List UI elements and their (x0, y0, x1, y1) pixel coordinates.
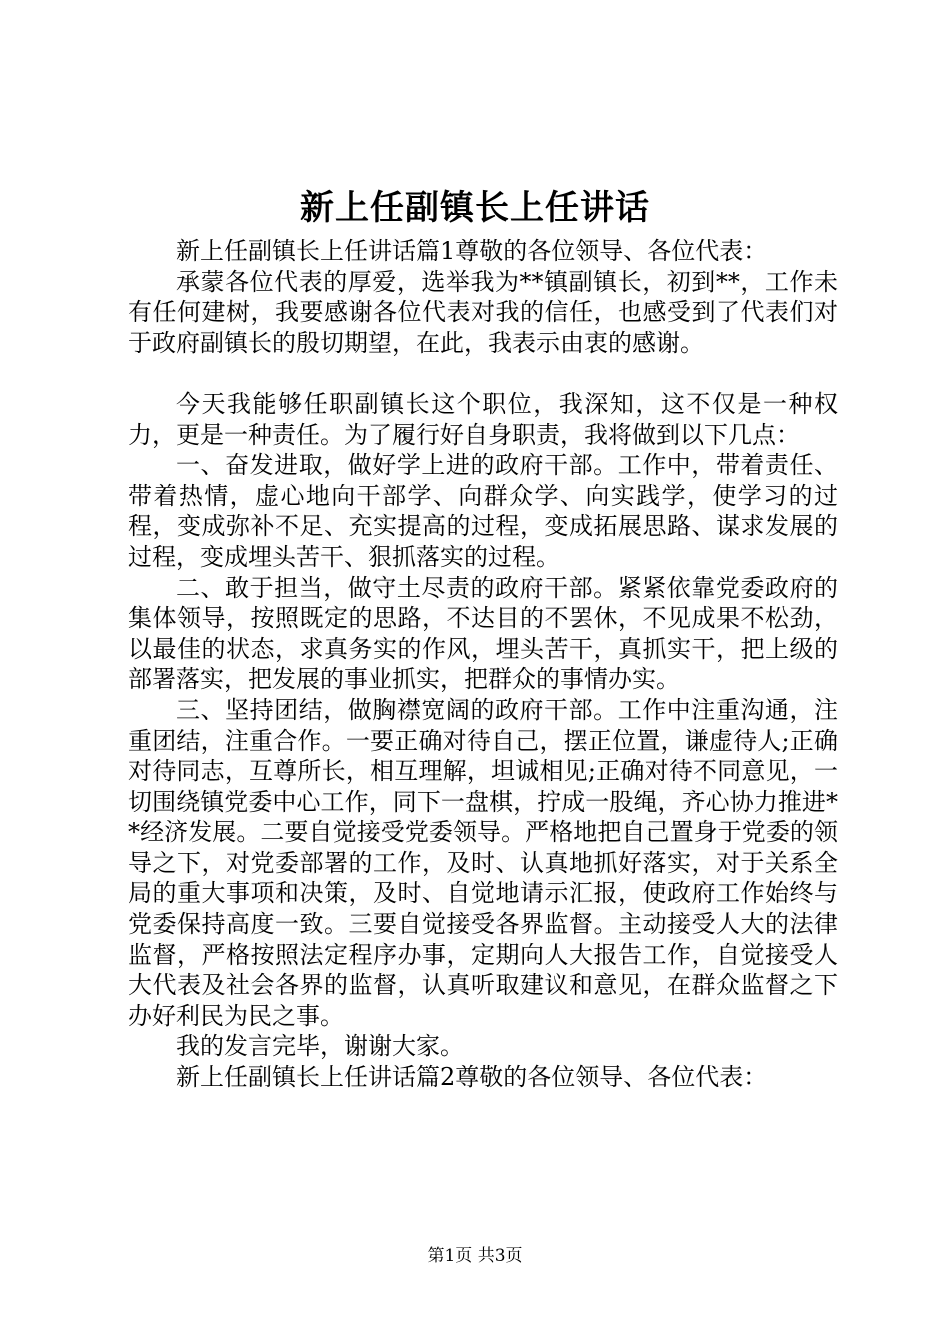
paragraph-greeting-1: 新上任副镇长上任讲话篇1尊敬的各位领导、各位代表： (176, 237, 768, 265)
paragraph-responsibility: 今天我能够任职副镇长这个职位，我深知，这不仅是一种权力，更是一种责任。为了履行好自身职责，我将做到以下几点： (128, 389, 838, 449)
page-footer: 第1页 共3页 (427, 1246, 523, 1266)
paragraph-closing: 我的发言完毕，谢谢大家。 (176, 1032, 464, 1061)
paragraph-point-three: 三、坚持团结，做胸襟宽阔的政府干部。工作中注重沟通，注重团结，注重合作。一要正确对待自己，摆正位置，谦虚待人;正确对待同志，互尊所长，相互理解，坦诚相见;正确对待不同意见，一切围绕镇党委中心工作，同下一盘棋，拧成一股绳，齐心协力推进**经济发展。二要自觉接受党委领导。严格地把自己置身于党委的领导之下，对党委部署的工作，及时、认真地抓好落实，对于关系全局的重大事项和决策，及时、自觉地请示汇报，使政府工作始终与党委保持高度一致。三要自觉接受各界监督。主动接受人大的法律监督，严格按照法定程序办事，定期向人大报告工作，自觉接受人大代表及社会各界的监督，认真听取建议和意见，在群众监督之下办好利民为民之事。 (128, 695, 838, 1030)
paragraph-greeting-2: 新上任副镇长上任讲话篇2尊敬的各位领导、各位代表： (176, 1063, 768, 1092)
paragraph-thanks: 承蒙各位代表的厚爱，选举我为**镇副镇长，初到**，工作未有任何建树，我要感谢各位代表对我的信任，也感受到了代表们对于政府副镇长的殷切期望，在此，我表示由衷的感谢。 (128, 267, 838, 357)
paragraph-point-one: 一、奋发进取，做好学上进的政府干部。工作中，带着责任、带着热情，虚心地向干部学、向群众学、向实践学，使学习的过程，变成弥补不足、充实提高的过程，变成拓展思路、谋求发展的过程，变成埋头苦干、狠抓落实的过程。 (128, 451, 838, 571)
document-body (128, 236, 838, 1093)
document-title: 新上任副镇长上任讲话 (300, 188, 650, 228)
paragraph-point-two: 二、敢于担当，做守土尽责的政府干部。紧紧依靠党委政府的集体领导，按照既定的思路，不达目的不罢休，不见成果不松劲，以最佳的状态，求真务实的作风，埋头苦干，真抓实干，把上级的部署落实，把发展的事业抓实，把群众的事情办实。 (128, 573, 838, 694)
